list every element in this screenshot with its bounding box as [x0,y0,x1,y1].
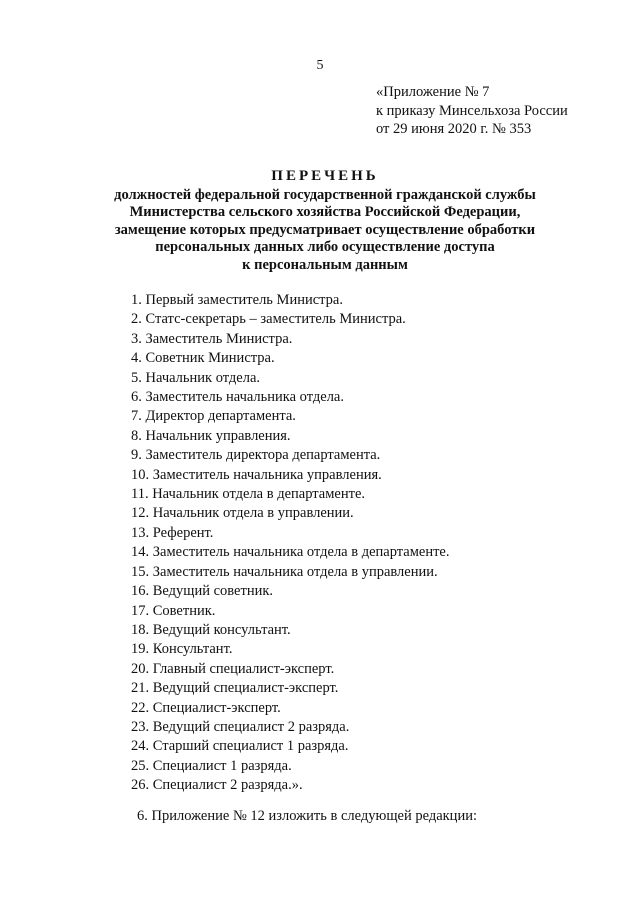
list-item: 22. Специалист-эксперт. [131,699,281,716]
document-title [90,168,560,274]
list-item: 7. Директор департамента. [131,408,296,425]
list-item: 16. Ведущий советник. [131,583,274,600]
list-item: 3. Заместитель Министра. [131,330,293,347]
title-line: должностей федеральной государственной гражданской службы [114,186,536,203]
list-item: 15. Заместитель начальника отдела в управлении. [131,563,438,580]
title-line: Министерства сельского хозяйства Российской Федерации, [129,204,521,220]
list-item: 18. Ведущий консультант. [131,621,291,638]
list-item: 21. Ведущий специалист-эксперт. [131,680,339,697]
list-item: 13. Референт. [131,524,214,541]
list-item: 1. Первый заместитель Министра. [131,292,343,308]
list-item: 24. Старший специалист 1 разряда. [131,738,349,755]
list-item: 23. Ведущий специалист 2 разряда. [131,718,350,735]
list-item: 20. Главный специалист-эксперт. [131,660,335,677]
list-item: 10. Заместитель начальника управления. [131,466,382,483]
list-item: 11. Начальник отдела в департаменте. [131,486,366,503]
annex-order-date: от 29 июня 2020 г. № 353 [376,121,532,137]
title-heading: ПЕРЕЧЕНЬ [271,168,379,184]
title-line: к персональным данным [242,256,408,273]
annex-title: «Приложение № 7 [376,84,490,100]
list-item: 4. Советник Министра. [131,350,275,367]
list-item: 8. Начальник управления. [131,427,291,444]
list-item: 19. Консультант. [131,641,233,658]
title-line: замещение которых предусматривает осуществление обработки [114,221,536,238]
title-line: персональных данных либо осуществление доступа [155,239,495,255]
list-item: 17. Советник. [131,602,216,619]
list-item: 6. Заместитель начальника отдела. [131,389,344,406]
positions-list [131,291,450,796]
list-item: 9. Заместитель директора департамента. [131,447,381,464]
list-item: 5. Начальник отдела. [131,369,261,386]
annex-order-ref: к приказу Минсельхоза России [376,102,568,119]
list-item: 2. Статс-секретарь – заместитель Министра. [131,311,406,328]
closing-paragraph: 6. Приложение № 12 изложить в следующей редакции: [137,808,477,824]
list-item: 25. Специалист 1 разряда. [131,757,292,774]
list-item: 26. Специалист 2 разряда.». [131,777,303,794]
annex-reference [376,83,568,139]
page-number: 5 [316,58,324,73]
list-item: 12. Начальник отдела в управлении. [131,505,354,522]
list-item: 14. Заместитель начальника отдела в департаменте. [131,544,450,561]
